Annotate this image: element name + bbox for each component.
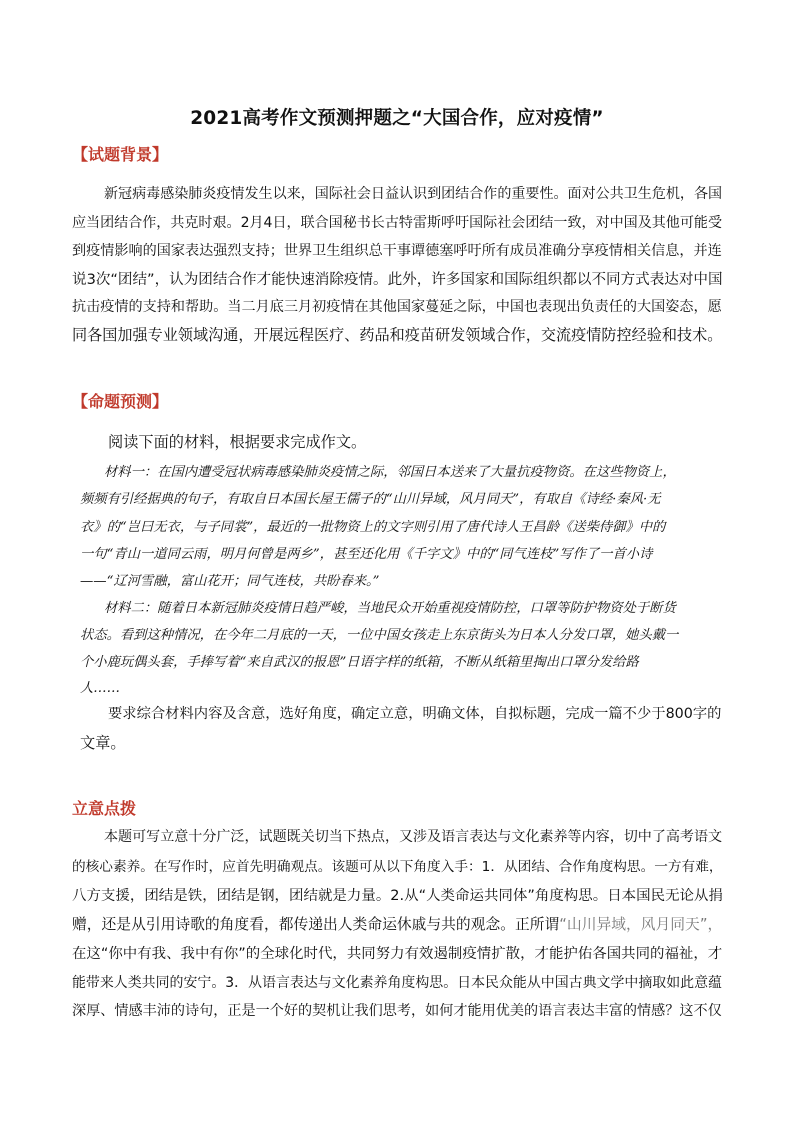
analysis-line: 在这“你中有我、我中有你”的全球化时代，共同努力有效遏制疫情扩散，才能护佑各国共同的福祉，才 bbox=[72, 946, 723, 962]
analysis-line: 八方支援，团结是铁，团结是钢，团结就是力量。2.从“人类命运共同体”角度构思。日本国民无论从捐 bbox=[72, 888, 723, 904]
material-line: 频频有引经据典的句子，有取自日本国长屋王儒子的“山川异域，风月同天”，有取自《诗经·秦风·无 bbox=[80, 492, 661, 507]
material-line: 个小鹿玩偶头套，手捧写着“来自武汉的报恩”日语字样的纸箱，不断从纸箱里掏出口罩分发给路 bbox=[80, 655, 639, 670]
requirement-line: 要求综合材料内容及含意，选好角度，确定立意，明确文体，自拟标题，完成一篇不少于800字的 bbox=[108, 706, 722, 722]
quote-highlight: “山川异域，风月同天”， bbox=[559, 916, 723, 933]
background-line: 应当团结合作，共克时艰。2月4日，联合国秘书长古特雷斯呼吁国际社会团结一致，对中国及其他可能受 bbox=[72, 215, 722, 231]
background-line: 新冠病毒感染肺炎疫情发生以来，国际社会日益认识到团结合作的重要性。面对公共卫生危机，各国 bbox=[104, 186, 723, 202]
background-line: 抗击疫情的支持和帮助。当二月底三月初疫情在其他国家蔓延之际，中国也表现出负责任的大国姿态，愿 bbox=[72, 299, 722, 315]
analysis-line: 深厚、情感丰沛的诗句，正是一个好的契机让我们思考，如何才能用优美的语言表达丰富的情感？这不仅 bbox=[72, 1003, 722, 1019]
material-line: ——“辽河雪融，富山花开；同气连枝，共盼春来。” bbox=[80, 574, 380, 589]
material-line: 衣》的“岂曰无衣，与子同裳”，最近的一批物资上的文字则引用了唐代诗人王昌龄《送柴侍御》中的 bbox=[80, 520, 666, 535]
material-line: 人…… bbox=[80, 681, 120, 696]
material-line: 材料一：在国内遭受冠状病毒感染肺炎疫情之际，邻国日本送来了大量抗疫物资。在这些物资上， bbox=[104, 465, 676, 480]
page-title: 2021高考作文预测押题之“大国合作，应对疫情” bbox=[190, 108, 604, 129]
analysis-line: 的核心素养。在写作时，应首先明确观点。该题可从以下角度入手：1．从团结、合作角度构思。一方有难， bbox=[72, 859, 723, 875]
background-line: 同各国加强专业领域沟通，开展远程医疗、药品和疫苗研发领域合作，交流疫情防控经验和技术。 bbox=[72, 326, 723, 344]
material-line: 材料二：随着日本新冠肺炎疫情日趋严峻，当地民众开始重视疫情防控，口罩等防护物资处于断货 bbox=[104, 601, 676, 616]
analysis-line: 能带来人类共同的安宁。3．从语言表达与文化素养角度构思。日本民众能从中国古典文学中摘取如此意蕴 bbox=[72, 975, 722, 991]
analysis-line: 本题可写立意十分广泛，试题既关切当下热点，又涉及语言表达与文化素养等内容，切中了高考语文 bbox=[104, 829, 723, 845]
prediction-heading: 【命题预测】 bbox=[72, 392, 169, 411]
material-line: 一句“青山一道同云雨，明月何曾是两乡”，甚至还化用《千字文》中的“同气连枝”写作了一首小诗 bbox=[80, 547, 653, 562]
requirement-line: 文章。 bbox=[80, 734, 126, 752]
analysis-line bbox=[72, 913, 722, 934]
background-line: 到疫情影响的国家表达强烈支持；世界卫生组织总干事谭德塞呼吁所有成员准确分享疫情相关信息，并连 bbox=[72, 243, 722, 259]
background-heading: 【试题背景】 bbox=[72, 145, 169, 164]
material-line: 状态。看到这种情况，在今年二月底的一天，一位中国女孩走上东京街头为日本人分发口罩，她头戴一 bbox=[80, 628, 679, 643]
prediction-intro: 阅读下面的材料，根据要求完成作文。 bbox=[108, 433, 367, 451]
analysis-heading: 立意点拨 bbox=[72, 799, 137, 818]
analysis-text: 赠，还是从引用诗歌的角度看，都传递出人类命运休戚与共的观念。正所谓 bbox=[72, 916, 560, 933]
background-line: 说3次“团结”，认为团结合作才能快速消除疫情。此外，许多国家和国际组织都以不同方式表达对中国 bbox=[72, 271, 723, 288]
